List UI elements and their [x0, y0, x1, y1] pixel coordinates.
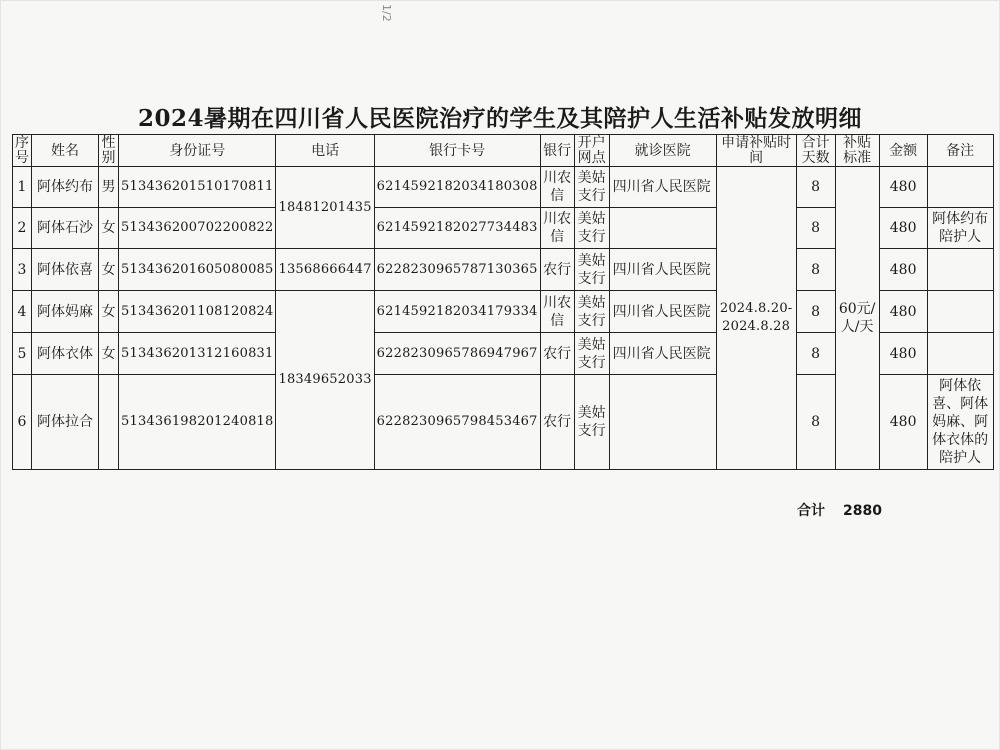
cell-id: 513436201510170811 [119, 167, 276, 208]
cell-bank: 川农信 [540, 291, 574, 333]
total-line [797, 500, 882, 520]
cell-bank: 农行 [540, 333, 574, 375]
cell-remark [927, 291, 993, 333]
cell-card: 6214592182027734483 [374, 208, 540, 249]
cell-bank: 农行 [540, 375, 574, 470]
header-gender: 性别 [99, 135, 119, 167]
header-remark: 备注 [927, 135, 993, 167]
cell-branch: 美姑支行 [574, 375, 609, 470]
cell-gender [99, 375, 119, 470]
cell-seq: 4 [13, 291, 32, 333]
cell-branch: 美姑支行 [574, 291, 609, 333]
header-standard: 补贴标准 [835, 135, 879, 167]
header-id: 身份证号 [119, 135, 276, 167]
table-row [13, 167, 994, 208]
cell-branch: 美姑支行 [574, 208, 609, 249]
cell-card: 6228230965798453467 [374, 375, 540, 470]
cell-hospital: 四川省人民医院 [609, 291, 716, 333]
header-hospital: 就诊医院 [609, 135, 716, 167]
cell-gender: 男 [99, 167, 119, 208]
cell-gender: 女 [99, 333, 119, 375]
header-branch: 开户网点 [574, 135, 609, 167]
cell-card: 6214592182034179334 [374, 291, 540, 333]
cell-hospital [609, 375, 716, 470]
header-bank: 银行 [540, 135, 574, 167]
cell-seq: 2 [13, 208, 32, 249]
cell-card: 6228230965787130365 [374, 249, 540, 291]
cell-bank: 农行 [540, 249, 574, 291]
cell-amount: 480 [879, 249, 927, 291]
cell-card: 6214592182034180308 [374, 167, 540, 208]
header-phone: 电话 [276, 135, 374, 167]
cell-remark [927, 249, 993, 291]
header-name: 姓名 [32, 135, 99, 167]
cell-amount: 480 [879, 291, 927, 333]
total-label: 合计 [797, 503, 825, 519]
header-card: 银行卡号 [374, 135, 540, 167]
page-mark: 1/2 [380, 4, 393, 22]
cell-days: 8 [796, 291, 835, 333]
cell-branch: 美姑支行 [574, 167, 609, 208]
cell-seq: 3 [13, 249, 32, 291]
cell-days: 8 [796, 208, 835, 249]
header-seq: 序号 [13, 135, 32, 167]
cell-name: 阿体衣体 [32, 333, 99, 375]
document-title: 2024暑期在四川省人民医院治疗的学生及其陪护人生活补贴发放明细 [137, 105, 862, 132]
cell-seq: 6 [13, 375, 32, 470]
cell-name: 阿体石沙 [32, 208, 99, 249]
cell-id: 513436201312160831 [119, 333, 276, 375]
cell-branch: 美姑支行 [574, 249, 609, 291]
cell-seq: 5 [13, 333, 32, 375]
cell-amount: 480 [879, 375, 927, 470]
cell-name: 阿体依喜 [32, 249, 99, 291]
cell-phone: 18349652033 [276, 291, 374, 470]
cell-days: 8 [796, 167, 835, 208]
cell-standard: 60元/人/天 [835, 167, 879, 470]
cell-name: 阿体约布 [32, 167, 99, 208]
cell-hospital [609, 208, 716, 249]
header-amount: 金额 [879, 135, 927, 167]
cell-amount: 480 [879, 167, 927, 208]
cell-phone: 13568666447 [276, 249, 374, 291]
cell-gender: 女 [99, 291, 119, 333]
cell-days: 8 [796, 333, 835, 375]
cell-remark: 阿体约布陪护人 [927, 208, 993, 249]
cell-bank: 川农信 [540, 167, 574, 208]
cell-amount: 480 [879, 333, 927, 375]
cell-gender: 女 [99, 249, 119, 291]
cell-gender: 女 [99, 208, 119, 249]
total-value: 2880 [843, 503, 882, 519]
cell-days: 8 [796, 375, 835, 470]
cell-card: 6228230965786947967 [374, 333, 540, 375]
cell-remark: 阿体依喜、阿体妈麻、阿体衣体的陪护人 [927, 375, 993, 470]
subsidy-table [12, 134, 994, 470]
cell-name: 阿体妈麻 [32, 291, 99, 333]
cell-hospital: 四川省人民医院 [609, 333, 716, 375]
cell-remark [927, 333, 993, 375]
cell-name: 阿体拉合 [32, 375, 99, 470]
cell-seq: 1 [13, 167, 32, 208]
cell-hospital: 四川省人民医院 [609, 167, 716, 208]
cell-branch: 美姑支行 [574, 333, 609, 375]
cell-days: 8 [796, 249, 835, 291]
cell-id: 513436200702200822 [119, 208, 276, 249]
cell-id: 513436201605080085 [119, 249, 276, 291]
cell-id: 513436198201240818 [119, 375, 276, 470]
cell-remark [927, 167, 993, 208]
header-row [13, 135, 994, 167]
cell-bank: 川农信 [540, 208, 574, 249]
cell-period: 2024.8.20-2024.8.28 [716, 167, 796, 470]
header-days: 合计天数 [796, 135, 835, 167]
cell-phone: 18481201435 [276, 167, 374, 249]
cell-hospital: 四川省人民医院 [609, 249, 716, 291]
header-period: 申请补贴时间 [716, 135, 796, 167]
cell-amount: 480 [879, 208, 927, 249]
cell-id: 513436201108120824 [119, 291, 276, 333]
